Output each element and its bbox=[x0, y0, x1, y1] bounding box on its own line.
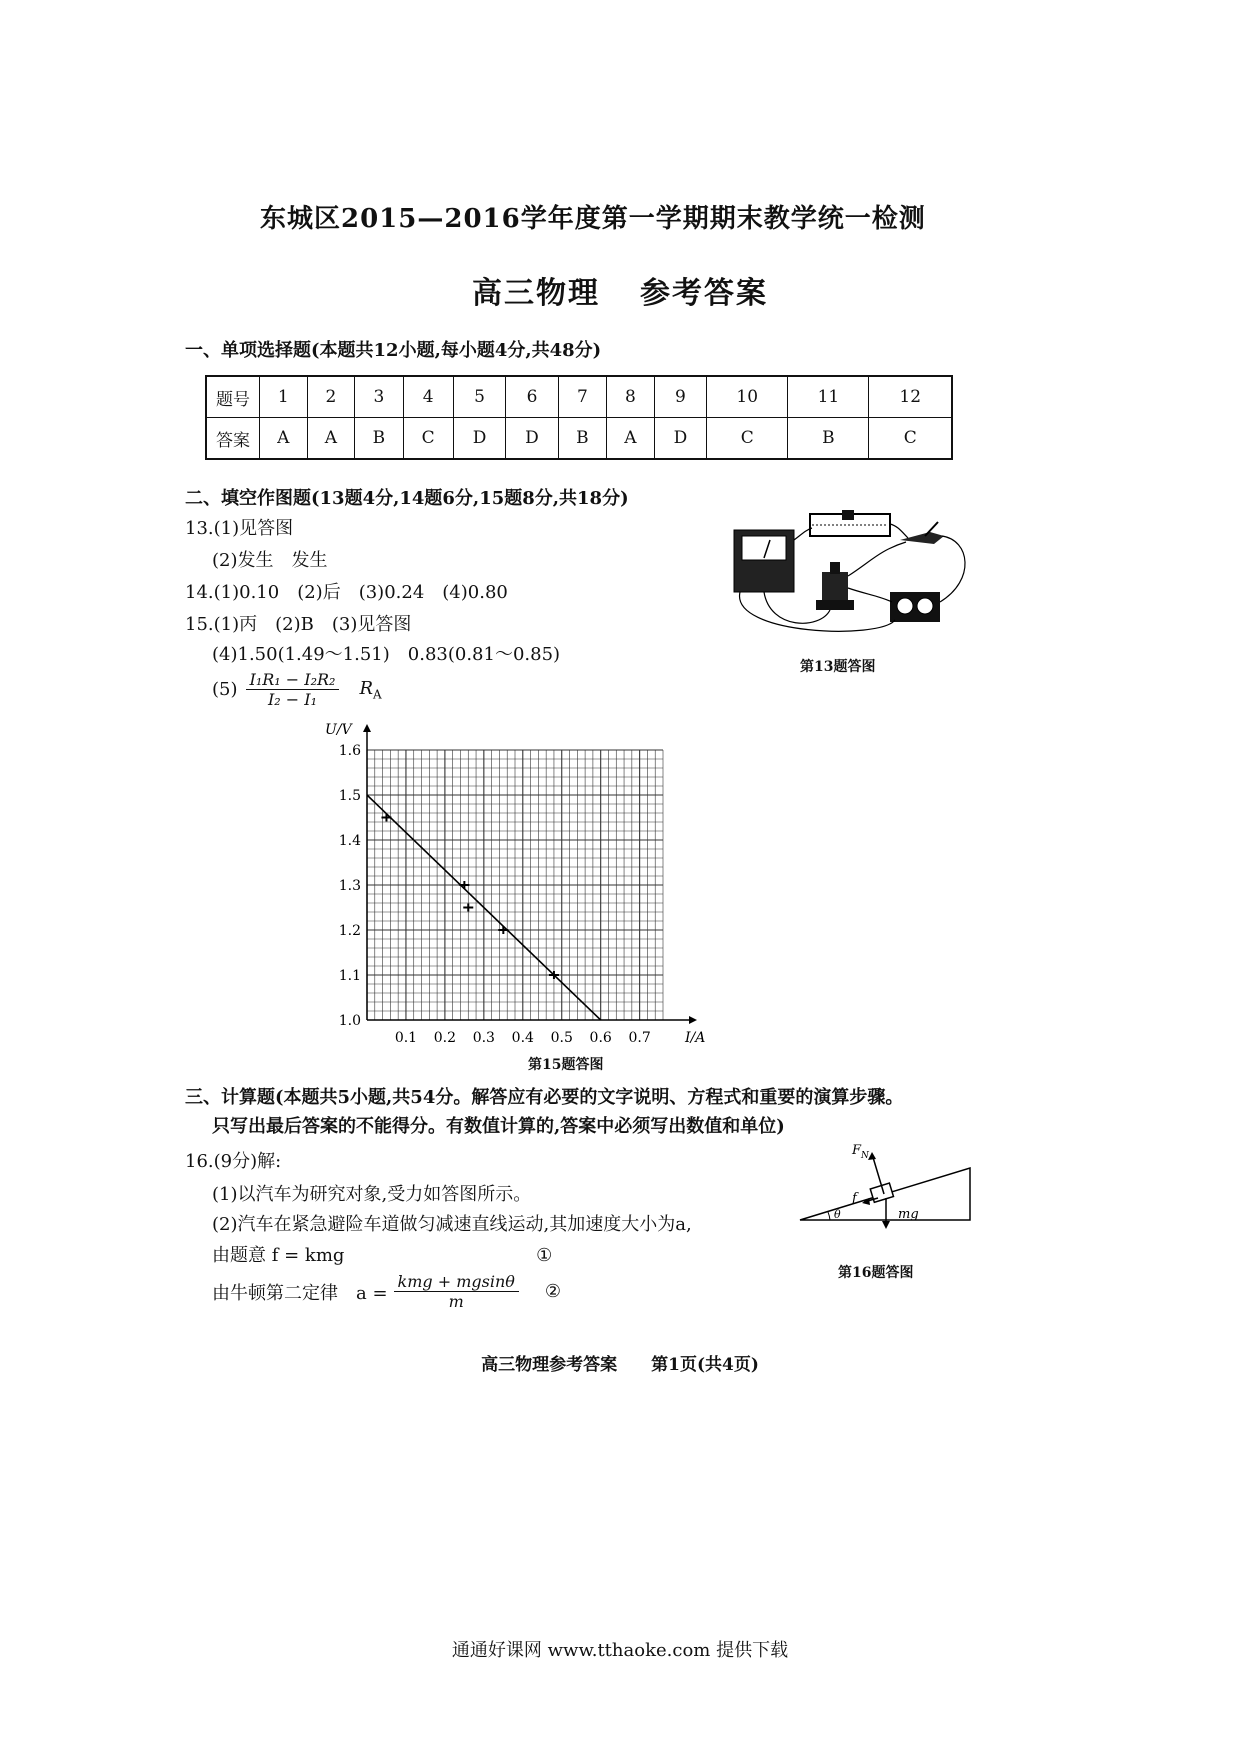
normal-force-label: $F_N$ bbox=[852, 1143, 869, 1161]
q16-line1: (1)以汽车为研究对象,受力如答图所示。 bbox=[212, 1184, 532, 1205]
gravity-label: mg bbox=[898, 1207, 919, 1222]
table-cell: D bbox=[453, 418, 505, 460]
y-axis-label: U/V bbox=[325, 722, 352, 738]
section3-heading-line1: 三、计算题(本题共5小题,共54分。解答应有必要的文字说明、方程式和重要的演算步骤。 bbox=[185, 1087, 904, 1108]
friction-label: f bbox=[852, 1191, 857, 1206]
table-cell: 6 bbox=[506, 376, 558, 418]
data-point bbox=[498, 926, 508, 934]
table-cell: 10 bbox=[707, 376, 788, 418]
fig15-caption: 第15题答图 bbox=[528, 1057, 604, 1073]
x-tick-label: 0.1 bbox=[394, 1030, 418, 1046]
q16-line3: 由题意 f = kmg ① bbox=[212, 1245, 553, 1266]
x-tick-label: 0.7 bbox=[628, 1030, 651, 1046]
q15-5-tail: $R_A$ bbox=[359, 677, 382, 702]
x-tick-label: 0.5 bbox=[550, 1030, 573, 1046]
circuit-diagram-figure bbox=[730, 510, 980, 640]
y-tick-label: 1.1 bbox=[338, 968, 361, 984]
table-cell: 3 bbox=[355, 376, 403, 418]
y-tick-label: 1.5 bbox=[338, 788, 361, 804]
table-cell: 1 bbox=[260, 376, 308, 418]
y-tick-label: 1.6 bbox=[338, 743, 361, 759]
data-point bbox=[459, 881, 469, 889]
table-cell: B bbox=[355, 418, 403, 460]
equation-number: ① bbox=[536, 1245, 553, 1266]
table-cell: D bbox=[654, 418, 706, 460]
y-tick-label: 1.3 bbox=[338, 878, 361, 894]
table-cell: 5 bbox=[453, 376, 505, 418]
section3-heading-line2: 只写出最后答案的不能得分。有数值计算的,答案中必须写出数值和单位) bbox=[212, 1116, 785, 1137]
table-cell: A bbox=[607, 418, 655, 460]
chart-grid bbox=[367, 750, 663, 1020]
section2-heading: 二、填空作图题(13题4分,14题6分,15题8分,共18分) bbox=[185, 488, 629, 509]
table-cell: D bbox=[506, 418, 558, 460]
q16-fraction bbox=[394, 1272, 519, 1311]
answer-table bbox=[205, 375, 953, 460]
fig16-caption: 第16题答图 bbox=[838, 1265, 914, 1281]
document-title: 东城区2015—2016学年度第一学期期末教学统一检测 bbox=[260, 204, 926, 234]
table-cell: 8 bbox=[607, 376, 655, 418]
table-cell: B bbox=[788, 418, 869, 460]
document-subtitle bbox=[0, 268, 1240, 312]
switch bbox=[900, 532, 944, 544]
y-axis-arrow bbox=[363, 724, 371, 732]
y-tick-label: 1.0 bbox=[338, 1013, 361, 1029]
table-cell: B bbox=[558, 418, 606, 460]
q16-numerator: kmg + mgsinθ bbox=[394, 1272, 519, 1292]
subject-label: 高三物理 bbox=[472, 276, 600, 311]
answer-line: (4)1.50(1.49～1.51) 0.83(0.81～0.85) bbox=[212, 644, 561, 665]
q15-5-denominator: I₂ − I₁ bbox=[267, 690, 317, 709]
q15-5-numerator: I₁R₁ − I₂R₂ bbox=[246, 670, 340, 690]
q16-line4: 由牛顿第二定律 a = $\frac{\text{kmg + mgsinθ}}{m}$ ② bbox=[212, 1272, 562, 1311]
answer-line: (2)发生 发生 bbox=[212, 550, 328, 571]
row-label: 答案 bbox=[206, 418, 260, 460]
answer-key-label: 参考答案 bbox=[640, 276, 768, 311]
table-cell: 12 bbox=[869, 376, 952, 418]
section1-heading: 一、单项选择题(本题共12小题,每小题4分,共48分) bbox=[185, 340, 602, 361]
q15-5-label: (5) bbox=[212, 679, 238, 700]
q16-line2: (2)汽车在紧急避险车道做匀减速直线运动,其加速度大小为a, bbox=[212, 1214, 692, 1235]
data-point bbox=[463, 904, 473, 912]
fig13-caption: 第13题答图 bbox=[800, 659, 876, 675]
q15-5-formula bbox=[212, 670, 382, 709]
download-site-notice: 通通好课网 www.tthaoke.com 提供下载 bbox=[451, 1640, 789, 1661]
table-cell: 9 bbox=[654, 376, 706, 418]
x-axis-arrow bbox=[689, 1016, 697, 1024]
answer-line: 15.(1)丙 (2)B (3)见答图 bbox=[185, 614, 412, 635]
table-cell: C bbox=[403, 418, 453, 460]
x-tick-label: 0.2 bbox=[433, 1030, 457, 1046]
x-tick-label: 0.4 bbox=[511, 1030, 534, 1046]
footer-subject: 高三物理参考答案 bbox=[481, 1355, 618, 1375]
equation-number: ② bbox=[544, 1281, 562, 1302]
q16-title: 16.(9分)解: bbox=[185, 1151, 282, 1172]
x-axis-label: I/A bbox=[685, 1030, 706, 1046]
table-cell: A bbox=[260, 418, 308, 460]
q16-denominator: m bbox=[448, 1292, 464, 1311]
table-cell: 4 bbox=[403, 376, 453, 418]
answer-line: 14.(1)0.10 (2)后 (3)0.24 (4)0.80 bbox=[185, 582, 508, 603]
table-cell: 11 bbox=[788, 376, 869, 418]
page-number: 第1页(共4页) bbox=[651, 1355, 759, 1375]
table-row bbox=[206, 418, 952, 460]
table-cell: A bbox=[307, 418, 355, 460]
incline-force-diagram bbox=[790, 1140, 980, 1230]
page-footer bbox=[0, 1350, 1240, 1375]
y-tick-label: 1.4 bbox=[338, 833, 361, 849]
angle-label: θ bbox=[834, 1208, 841, 1221]
row-label: 题号 bbox=[206, 376, 260, 418]
table-cell: C bbox=[707, 418, 788, 460]
q15-5-fraction bbox=[246, 670, 340, 709]
table-cell: 7 bbox=[558, 376, 606, 418]
data-point bbox=[381, 814, 391, 822]
answer-line: 13.(1)见答图 bbox=[185, 518, 294, 539]
table-cell: C bbox=[869, 418, 952, 460]
coil bbox=[822, 572, 848, 604]
y-tick-label: 1.2 bbox=[338, 923, 361, 939]
x-tick-label: 0.6 bbox=[589, 1030, 612, 1046]
ui-graph bbox=[325, 720, 805, 1050]
x-tick-label: 0.3 bbox=[472, 1030, 495, 1046]
table-row bbox=[206, 376, 952, 418]
table-cell: 2 bbox=[307, 376, 355, 418]
